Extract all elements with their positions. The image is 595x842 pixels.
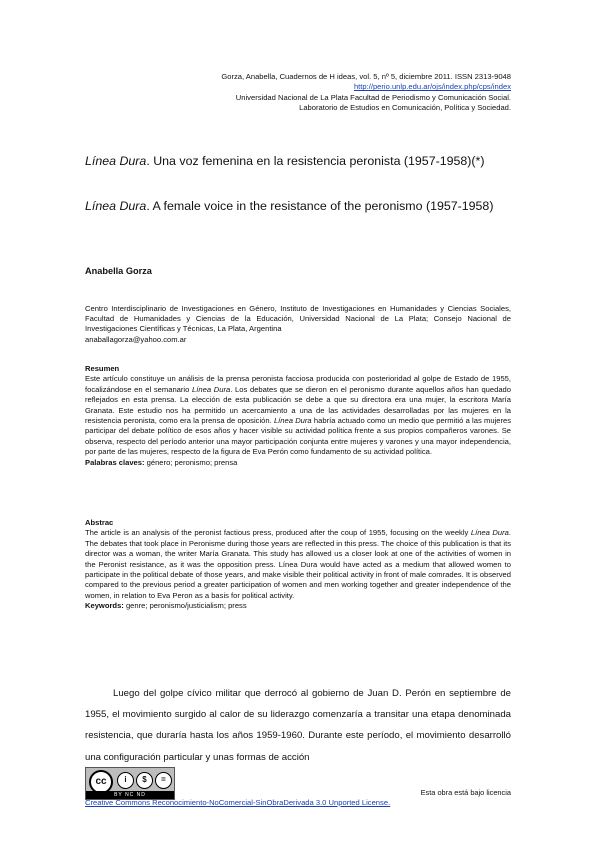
- attribution-icon: i: [117, 772, 134, 789]
- resumen-keywords: Palabras claves: género; peronismo; prensa: [85, 457, 238, 467]
- affiliation: Centro Interdisciplinario de Investigaciones en Género, Instituto de Investigaciones en Humanidades y Ciencias Sociales, Facultad de Humanidades y Ciencias de la Educación, Universidad Nacional de La Plata; Consejo Nacional de Investigaciones Científicas y Técnicas, La Plata, Argentina: [85, 304, 511, 334]
- title-es-rest: . Una voz femenina en la resistencia peronista (1957-1958)(*): [146, 154, 485, 168]
- license-note: Esta obra está bajo licencia: [420, 788, 511, 797]
- body-text: Luego del golpe cívico militar que derrocó al gobierno de Juan D. Perón en septiembre de 1955, el movimiento surgido al calor de su liderazgo comenzaría a transitar una etapa denominada resistencia, que duraría hasta los años 1959-1960. Durante este período, el movimiento desarrolló una configuración particular y unas formas de acción: [85, 688, 511, 763]
- resumen-text: Este artículo constituye un análisis de la prensa peronista facciosa producida con posterioridad al golpe de Estado de 1955, focalizándose en el semanario Línea Dura. Los debates que se dieron en el peronismo durante aquellos años han quedado reflejados en esta prensa. La elección de esta publicación se debe a que su directora era una mujer, la escritora María Granata. Este estudio nos ha permitido un acercamiento a una de las actividades desarrolladas por las mujeres en la resistencia peronista, como era la prensa de oposición. Línea Dura habría actuado como un medio que permitió a las mujeres participar del debate político de esos años y hacer visible su actividad política frente a sus propios compañeros varones. Se observa, respecto del período anterior una mayor participación conjunta entre mujeres y varones y una mayor independencia, por parte de las mujeres, respecto de la figura de Eva Perón como fundamento de su actividad política.: [85, 374, 512, 457]
- abstract-heading: Abstrac: [85, 518, 114, 527]
- abstract-text: The article is an analysis of the peronist factious press, produced after the coup of 1955, focusing on the weekly Línea Dura. The debates that took place in Peronisme during those years are reflected in this press. The choice of this publication is that its director was a woman, the writer María Granata. This study has allowed us a closer look at one of the activities of women in the Peronist resistance, as it was the opposition press. Línea Dura would have acted as a medium that allowed women to participate in the political debate of those years, and make visible their political activity in front of male comrades. It is observed compared to the previous period a greater participation of women and men working together and greater independence of the women, in relation to Eva Peron as a basis for political activity.: [85, 528, 511, 600]
- abstract-section: [85, 518, 511, 612]
- running-header: [221, 72, 511, 113]
- author-email: anaballagorza@yahoo.com.ar: [85, 334, 187, 344]
- author-name: Anabella Gorza: [85, 266, 152, 276]
- body-paragraph: [85, 683, 511, 768]
- license-link[interactable]: Creative Commons Reconocimiento-NoComercial-SinObraDerivada 3.0 Unported License.: [85, 798, 391, 807]
- title-spanish: [85, 153, 511, 169]
- cc-badge-strip: BY NC ND: [86, 791, 174, 799]
- title-en-rest: . A female voice in the resistance of the peronismo (1957-1958): [146, 199, 494, 213]
- abstract-keywords: Keywords: genre; peronismo/justicialism; press: [85, 601, 247, 611]
- institution: Universidad Nacional de La Plata Facultad de Periodismo y Comunicación Social.: [235, 92, 511, 102]
- resumen-section: [85, 364, 511, 468]
- noderivatives-icon: =: [155, 772, 172, 789]
- journal-url-link[interactable]: http://perio.unlp.edu.ar/ojs/index.php/cps/index: [353, 82, 511, 92]
- title-es-italic: Línea Dura: [85, 154, 147, 168]
- lab-name: Laboratorio de Estudios en Comunicación, Política y Sociedad.: [299, 102, 511, 112]
- resumen-heading: Resumen: [85, 364, 120, 373]
- title-english: [85, 198, 511, 214]
- affiliation-block: [85, 304, 511, 345]
- cc-logo-icon: cc: [89, 770, 113, 794]
- noncommercial-icon: $: [136, 772, 153, 789]
- citation: Gorza, Anabella, Cuadernos de H ideas, vol. 5, nº 5, diciembre 2011. ISSN 2313-9048: [221, 72, 511, 81]
- creative-commons-badge[interactable]: [85, 767, 175, 800]
- title-en-italic: Línea Dura: [85, 199, 147, 213]
